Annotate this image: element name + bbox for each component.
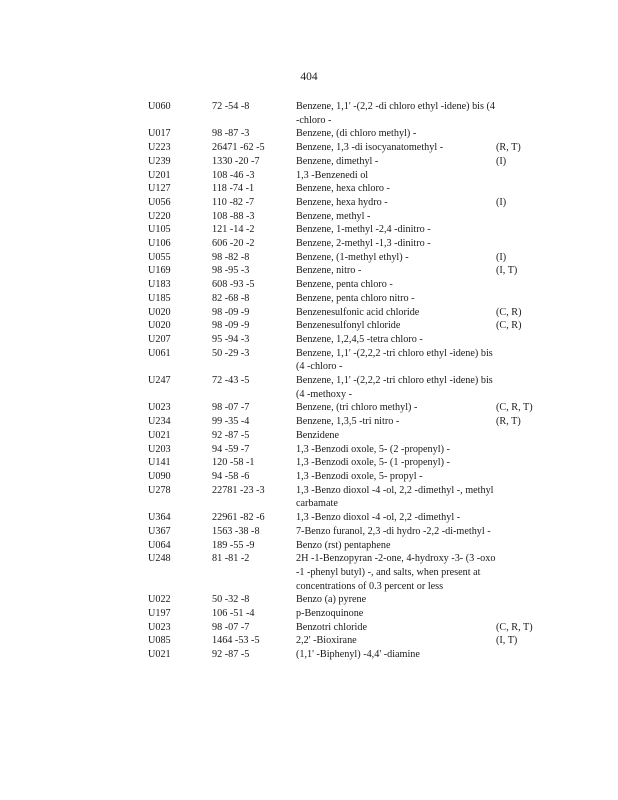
waste-code: U203 (148, 443, 171, 455)
cas-number: 1464 -53 -5 (212, 635, 260, 647)
cas-number: 98 -07 -7 (212, 621, 250, 633)
table-row (148, 415, 533, 429)
waste-code: U090 (148, 470, 171, 482)
waste-code: U234 (148, 416, 171, 428)
waste-code: U064 (148, 539, 171, 551)
hazard-code: (R, T) (496, 142, 521, 154)
waste-code: U201 (148, 169, 171, 181)
hazard-code (496, 511, 533, 525)
substance-name: Benzene, hexa chloro - (296, 183, 390, 195)
substance-name: Benzene, hexa hydro - (296, 196, 388, 208)
hazard-code (496, 607, 533, 621)
table-row (148, 306, 533, 320)
cas-number: 72 -43 -5 (212, 375, 250, 387)
waste-code: U021 (148, 649, 171, 661)
substance-name: Benzo (rst) pentaphene (296, 539, 391, 551)
waste-code: U248 (148, 553, 171, 565)
table-row (148, 443, 533, 457)
table-row (148, 374, 533, 401)
table-row (148, 319, 533, 333)
substance-name: Benzene, penta chloro nitro - (296, 292, 415, 304)
hazard-code (496, 374, 533, 401)
substance-name: 1,3 -Benzodi oxole, 5- (1 -propenyl) - (296, 457, 450, 469)
waste-code: U106 (148, 238, 171, 250)
table-row (148, 210, 533, 224)
cas-number: 106 -51 -4 (212, 608, 255, 620)
table-row (148, 237, 533, 251)
waste-code: U017 (148, 128, 171, 140)
table-row (148, 621, 533, 635)
cas-number: 606 -20 -2 (212, 238, 255, 250)
table-row (148, 525, 533, 539)
cas-number: 98 -09 -9 (212, 306, 250, 318)
cas-number: 22961 -82 -6 (212, 512, 265, 524)
cas-number: 99 -35 -4 (212, 416, 250, 428)
substance-name: Benzene, 1,3,5 -tri nitro - (296, 416, 400, 428)
substance-name: Benzo (a) pyrene (296, 594, 367, 606)
substance-name: Benzidene (296, 429, 339, 441)
table-row (148, 648, 533, 662)
substance-name: Benzene, 1,1' -(2,2 -di chloro ethyl -idene) bis (4 -chloro - (296, 101, 496, 126)
cas-number: 50 -29 -3 (212, 347, 250, 359)
hazard-code: (I) (496, 155, 507, 167)
hazard-code (496, 648, 533, 662)
waste-code: U169 (148, 265, 171, 277)
cas-number: 92 -87 -5 (212, 429, 250, 441)
hazard-code (496, 223, 533, 237)
hazard-code (496, 593, 533, 607)
hazard-code (496, 443, 533, 457)
substance-name: Benzotri chloride (296, 621, 368, 633)
waste-code: U364 (148, 512, 171, 524)
substance-name: Benzene, nitro - (296, 265, 362, 277)
page-number: 404 (300, 71, 318, 83)
waste-code: U021 (148, 429, 171, 441)
hazard-code (496, 470, 533, 484)
table-row (148, 484, 533, 511)
hazard-code (496, 292, 533, 306)
table-row (148, 251, 533, 265)
cas-number: 72 -54 -8 (212, 101, 250, 112)
cas-number: 118 -74 -1 (212, 183, 255, 195)
cas-number: 108 -46 -3 (212, 169, 255, 181)
waste-code: U023 (148, 621, 171, 633)
waste-code: U197 (148, 608, 171, 620)
hazard-code (496, 525, 533, 539)
hazard-code (496, 127, 533, 141)
substance-name: Benzene, methyl - (296, 210, 371, 222)
substance-name: Benzene, 1,1' -(2,2,2 -tri chloro ethyl -idene) bis (4 -chloro - (296, 347, 493, 373)
table-row (148, 196, 533, 210)
substance-name: Benzene, penta chloro - (296, 279, 393, 291)
waste-code: U127 (148, 183, 171, 195)
waste-code: U247 (148, 375, 171, 387)
cas-number: 26471 -62 -5 (212, 142, 265, 154)
substance-name: Benzenesulfonic acid chloride (296, 306, 420, 318)
substance-name: Benzene, 2-methyl -1,3 -dinitro - (296, 238, 431, 250)
hazard-code: (C, R) (496, 306, 522, 318)
substance-name: p-Benzoquinone (296, 608, 364, 620)
cas-number: 50 -32 -8 (212, 594, 250, 606)
substance-name: Benzene, (1-methyl ethyl) - (296, 251, 409, 263)
hazard-code (496, 552, 533, 593)
waste-code: U185 (148, 292, 171, 304)
waste-code: U060 (148, 101, 171, 112)
cas-number: 120 -58 -1 (212, 457, 255, 469)
substance-name: 1,3 -Benzenedi ol (296, 169, 369, 181)
waste-code: U141 (148, 457, 171, 469)
cas-number: 22781 -23 -3 (212, 484, 265, 496)
table-row (148, 539, 533, 553)
waste-code: U105 (148, 224, 171, 236)
waste-code: U020 (148, 320, 171, 332)
cas-number: 95 -94 -3 (212, 333, 250, 345)
hazard-code: (C, R, T) (496, 402, 533, 414)
waste-code: U207 (148, 333, 171, 345)
waste-code: U223 (148, 142, 171, 154)
cas-number: 94 -58 -6 (212, 470, 250, 482)
substance-name: 7-Benzo furanol, 2,3 -di hydro -2,2 -di-methyl - (296, 525, 491, 537)
cas-number: 1563 -38 -8 (212, 525, 260, 537)
cas-number: 98 -09 -9 (212, 320, 250, 332)
table-row (148, 607, 533, 621)
substance-name: Benzene, dimethyl - (296, 155, 379, 167)
waste-code: U055 (148, 251, 171, 263)
cas-number: 98 -07 -7 (212, 402, 250, 414)
table-row (148, 429, 533, 443)
table-row (148, 182, 533, 196)
table-row (148, 292, 533, 306)
table-row (148, 470, 533, 484)
table-row (148, 593, 533, 607)
waste-code: U278 (148, 484, 171, 496)
hazard-code (496, 484, 533, 511)
hazard-code (496, 169, 533, 183)
table-row (148, 223, 533, 237)
substance-name: Benzene, 1-methyl -2,4 -dinitro - (296, 224, 431, 236)
table-row (148, 634, 533, 648)
waste-code: U022 (148, 594, 171, 606)
hazard-code (496, 182, 533, 196)
hazard-code (496, 210, 533, 224)
cas-number: 121 -14 -2 (212, 224, 255, 236)
table-row (148, 278, 533, 292)
waste-code: U023 (148, 402, 171, 414)
substance-name: 1,3 -Benzo dioxol -4 -ol, 2,2 -dimethyl -, methyl carbamate (296, 484, 494, 510)
substance-name: Benzene, (tri chloro methyl) - (296, 402, 418, 414)
substance-name: Benzene, 1,1' -(2,2,2 -tri chloro ethyl -idene) bis (4 -methoxy - (296, 375, 493, 400)
waste-code: U061 (148, 347, 171, 359)
substance-name: 1,3 -Benzodi oxole, 5- propyl - (296, 470, 423, 482)
substance-name: Benzene, 1,2,4,5 -tetra chloro - (296, 333, 423, 345)
waste-code: U085 (148, 635, 171, 647)
hazard-code (496, 237, 533, 251)
waste-code: U056 (148, 196, 171, 208)
waste-code: U239 (148, 155, 171, 167)
hazard-code: (R, T) (496, 416, 521, 428)
hazard-code: (C, R) (496, 320, 522, 332)
waste-code: U220 (148, 210, 171, 222)
cas-number: 81 -81 -2 (212, 553, 250, 565)
cas-number: 98 -82 -8 (212, 251, 250, 263)
substance-name: (1,1' -Biphenyl) -4,4' -diamine (296, 649, 420, 661)
hazard-code: (I) (496, 251, 507, 263)
hazard-code: (I) (496, 196, 507, 208)
hazard-code (496, 429, 533, 443)
table-row (148, 347, 533, 374)
waste-code: U367 (148, 525, 171, 537)
table-row (148, 155, 533, 169)
substance-name: 1,3 -Benzodi oxole, 5- (2 -propenyl) - (296, 443, 450, 455)
table-row (148, 264, 533, 278)
table-row (148, 127, 533, 141)
cas-number: 94 -59 -7 (212, 443, 250, 455)
hazard-code (496, 100, 533, 127)
substance-name: 1,3 -Benzo dioxol -4 -ol, 2,2 -dimethyl - (296, 512, 461, 524)
cas-number: 98 -87 -3 (212, 128, 250, 140)
table-body (148, 100, 533, 662)
cas-number: 82 -68 -8 (212, 292, 250, 304)
substance-name: Benzene, 1,3 -di isocyanatomethyl - (296, 142, 444, 154)
cas-number: 92 -87 -5 (212, 649, 250, 661)
cas-number: 608 -93 -5 (212, 279, 255, 291)
hazard-code (496, 333, 533, 347)
table-row (148, 511, 533, 525)
table-row (148, 169, 533, 183)
hazard-code: (I, T) (496, 635, 518, 647)
cas-number: 189 -55 -9 (212, 539, 255, 551)
cas-number: 110 -82 -7 (212, 196, 255, 208)
table-row (148, 456, 533, 470)
hazardous-waste-table (148, 100, 533, 662)
hazard-code: (C, R, T) (496, 621, 533, 633)
table-row (148, 552, 533, 593)
cas-number: 108 -88 -3 (212, 210, 255, 222)
hazard-code (496, 539, 533, 553)
table-row (148, 141, 533, 155)
cas-number: 1330 -20 -7 (212, 155, 260, 167)
substance-name: Benzenesulfonyl chloride (296, 320, 401, 332)
cas-number: 98 -95 -3 (212, 265, 250, 277)
hazard-code (496, 278, 533, 292)
hazard-code (496, 347, 533, 374)
waste-code: U183 (148, 279, 171, 291)
table-row (148, 333, 533, 347)
substance-name: 2,2' -Bioxirane (296, 635, 357, 647)
substance-name: Benzene, (di chloro methyl) - (296, 128, 417, 140)
hazard-code: (I, T) (496, 265, 518, 277)
hazard-code (496, 456, 533, 470)
table-row (148, 401, 533, 415)
table-row (148, 100, 533, 127)
substance-name: 2H -1-Benzopyran -2-one, 4-hydroxy -3- (3 -oxo -1 -phenyl butyl) -, and salts, when present at concentrations of 0.3 percent or less (296, 553, 496, 592)
waste-code: U020 (148, 306, 171, 318)
